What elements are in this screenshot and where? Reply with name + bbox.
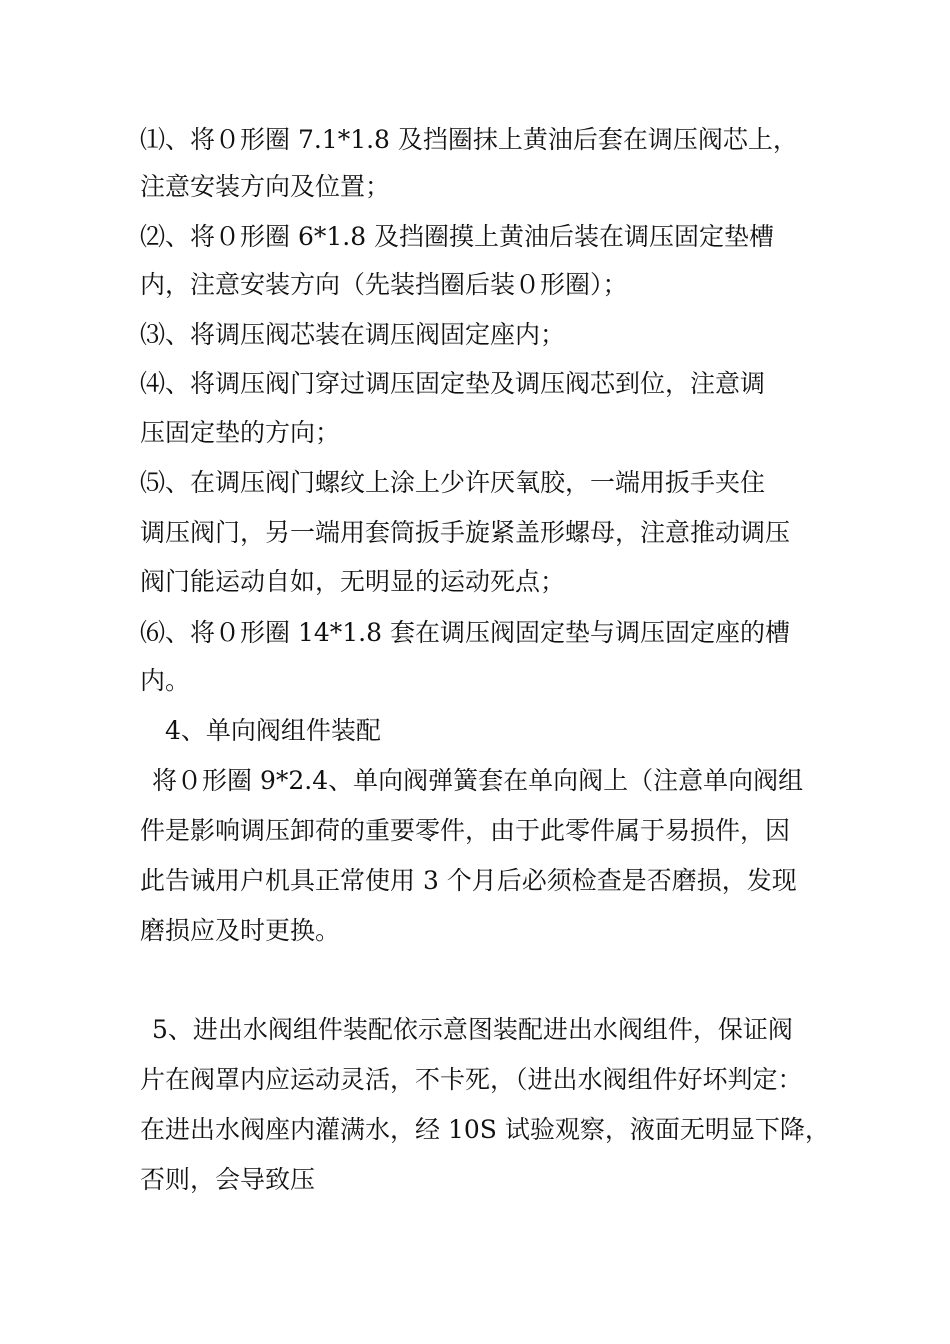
text-line-1: ⑴、将０形圈 7.1*1.8 及挡圈抹上黄油后套在调压阀芯上， (140, 125, 798, 154)
text-line-15: 件是影响调压卸荷的重要零件，由于此零件属于易损件，因 (140, 816, 791, 845)
text-line-17: 磨损应及时更换。 (140, 916, 341, 945)
section-heading-4: 4、单向阀组件装配 (165, 716, 381, 745)
text-line-20: 在进出水阀座内灌满水，经 10S 试验观察，液面无明显下降， (140, 1115, 830, 1144)
text-line-5: ⑶、将调压阀芯装在调压阀固定座内； (140, 320, 566, 349)
text-line-9: 调压阀门，另一端用套筒扳手旋紧盖形螺母，注意推动调压 (140, 518, 791, 547)
text-line-12: 内。 (140, 666, 191, 695)
text-line-4: 内，注意安装方向（先装挡圈后装０形圈）； (140, 270, 628, 299)
text-line-6: ⑷、将调压阀门穿过调压固定垫及调压阀芯到位，注意调 (140, 369, 766, 398)
text-line-2: 注意安装方向及位置； (140, 172, 391, 201)
text-line-11: ⑹、将０形圈 14*1.8 套在调压阀固定垫与调压固定座的槽 (140, 618, 790, 647)
section-heading-5: 5、进出水阀组件装配依示意图装配进出水阀组件，保证阀 (152, 1015, 793, 1044)
text-line-16: 此告诫用户机具正常使用 3 个月后必须检查是否磨损，发现 (140, 866, 797, 895)
text-line-8: ⑸、在调压阀门螺纹上涂上少许厌氧胶，一端用扳手夹住 (140, 468, 766, 497)
text-line-7: 压固定垫的方向； (140, 418, 341, 447)
text-line-19: 片在阀罩内应运动灵活，不卡死，（进出水阀组件好坏判定： (140, 1065, 803, 1094)
text-line-14: 将０形圈 9*2.4、单向阀弹簧套在单向阀上（注意单向阀组 (152, 766, 804, 795)
text-line-21: 否则，会导致压 (140, 1165, 316, 1194)
text-line-10: 阀门能运动自如，无明显的运动死点； (140, 567, 566, 596)
text-line-3: ⑵、将０形圈 6*1.8 及挡圈摸上黄油后装在调压固定垫槽 (140, 222, 775, 251)
